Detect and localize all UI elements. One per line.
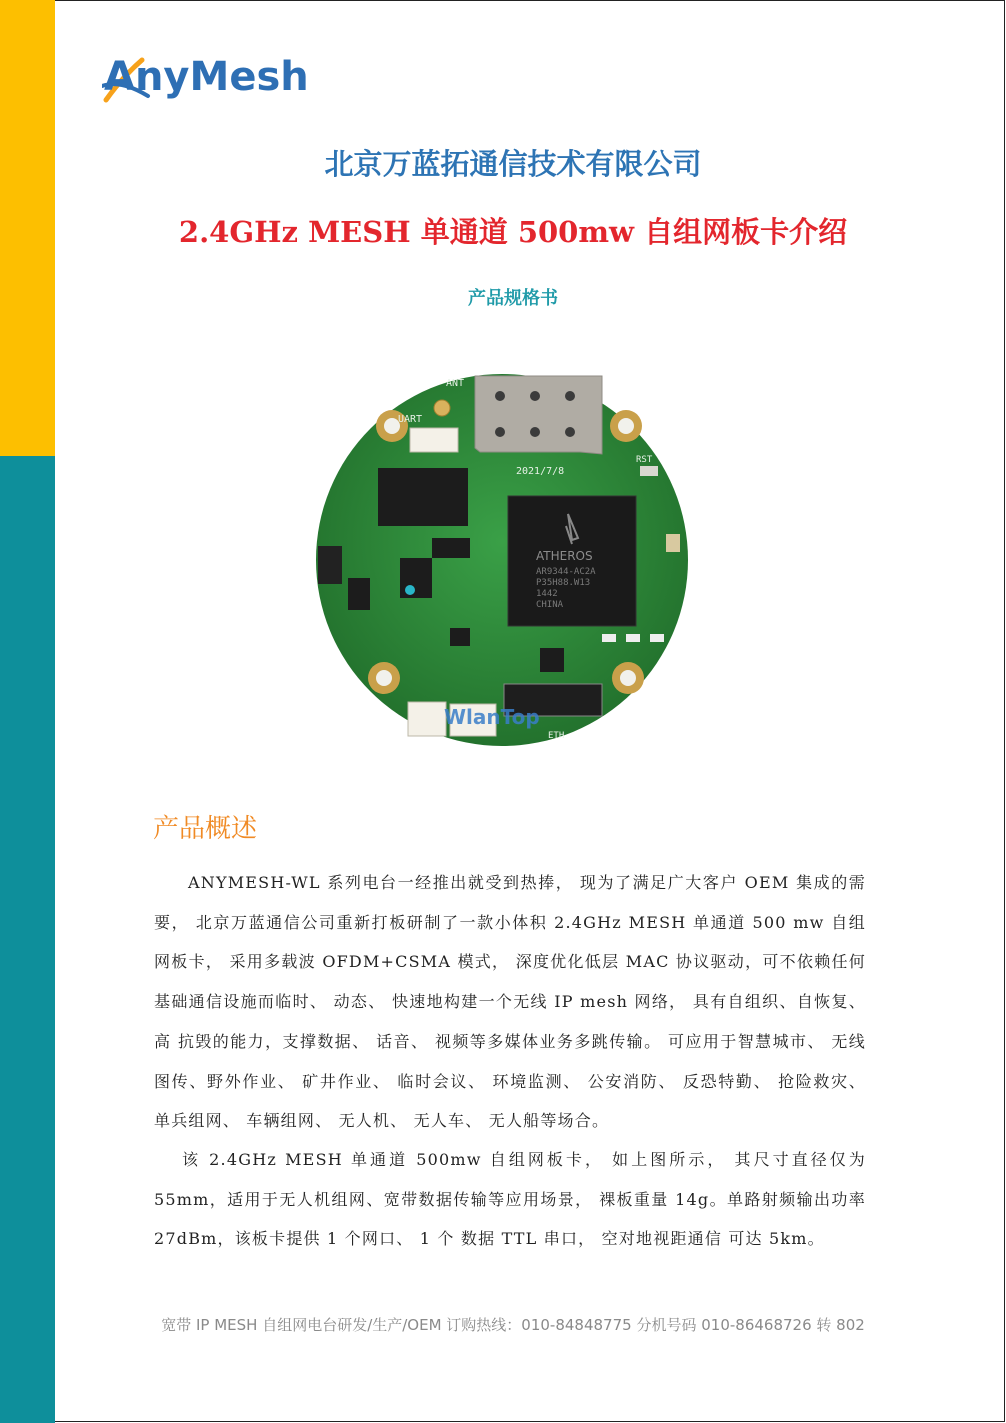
rf-shield (475, 376, 602, 454)
chip-line3: 1442 (536, 589, 558, 599)
wlantop-watermark: WlanTop (444, 705, 540, 729)
document-title: 2.4GHz MESH 单通道 500mw 自组网板卡介绍 (178, 215, 848, 249)
rst-label: RST (636, 455, 653, 465)
chip-model: AR9344-AC2A (536, 567, 596, 577)
paragraph-specs: 该 2.4GHz MESH 单通道 500mw 自组网板卡， 如上图所示， 其尺寸直径仅为 55mm，适用于无人机组网、宽带数据传输等应用场景， 裸板重量 14g。单路射频输出功率 27dBm，该板卡提供 1 个网口、 1 个 数据 TTL 串口， 空对地视距通信 可达 5km。 (154, 1150, 866, 1249)
paragraph-overview: ANYMESH-WL 系列电台一经推出就受到热捧， 现为了满足广大客户 OEM 集成的需要， 北京万蓝通信公司重新打板研制了一款小体积 2.4GHz MESH 单通道 500 mw 自组网板卡， 采用多载波 OFDM+CSMA 模式， 深度优化低层 MAC 协议驱动，可不依赖任何基础通信设施而临时、 动态、 快速地构建一个无线 IP mesh 网络， 具有自组织、自恢复、 高 抗毁的能力，支撑数据、 话音、 视频等多媒体业务多跳传输。 可应用于智慧城市、 无线图传、野外作业、 矿井作业、 临时会议、 环境监测、 公安消防、 反恐特勤、 抢险救灾、 单兵组网、 车辆组网、 无人机、 无人车、 无人船等场合。 (154, 873, 866, 1131)
product-board-image (310, 368, 695, 748)
side-band-teal (0, 456, 55, 1423)
antenna-connector-icon (434, 400, 450, 416)
ant-label: ANT (446, 378, 465, 389)
board-date: 2021/7/8 (516, 466, 565, 477)
chip-origin: CHINA (536, 600, 564, 610)
uart-connector (410, 428, 458, 452)
eth-label: ETH (548, 731, 565, 741)
chip-line2: P35H88.W13 (536, 578, 591, 588)
company-name: 北京万蓝拓通信技术有限公司 (324, 147, 702, 181)
footer-hotline: 宽带 IP MESH 自组网电台研发/生产/OEM 订购热线：010-84848775 分机号码 010-86468726 转 802 (161, 1316, 865, 1334)
memory-chip (378, 468, 468, 526)
document-subtitle: 产品规格书 (468, 288, 558, 309)
rst-button (640, 466, 658, 476)
power-connector (408, 702, 446, 736)
chip-brand: ATHEROS (536, 549, 593, 563)
section-heading: 产品概述 (153, 814, 258, 844)
uart-label: UART (398, 414, 423, 425)
logo-text: AnyMesh (104, 54, 309, 100)
